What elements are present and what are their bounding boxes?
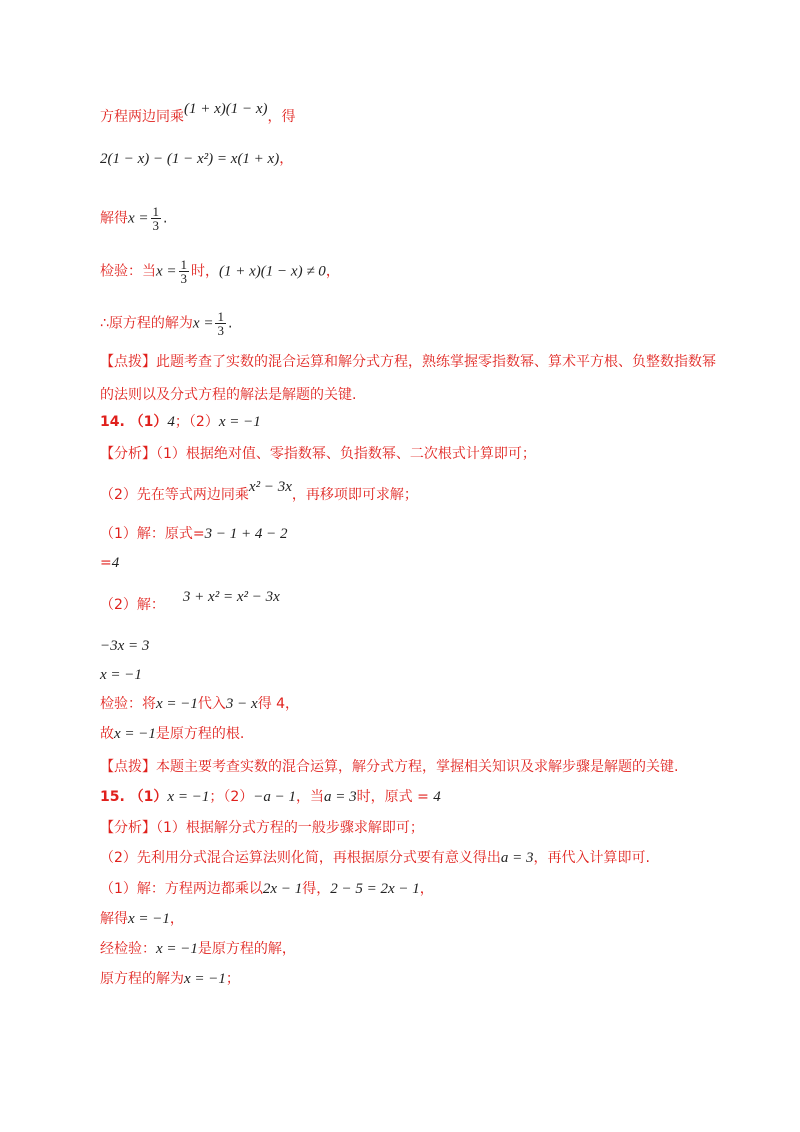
solution-14-step	[100, 636, 149, 656]
text: .	[227, 315, 233, 332]
math-expression: x = −1	[100, 667, 142, 683]
text: 【分析】（1）根据绝对值、零指数幂、负指数幂、二次根式计算即可；	[100, 446, 536, 462]
step-multiply-both-sides	[100, 101, 296, 127]
text: 经检验：	[100, 941, 156, 957]
answer-15	[100, 787, 441, 807]
numerator: 1	[180, 257, 188, 272]
math-expression: x = −1	[218, 414, 261, 430]
text: 【点拨】本题主要考查实数的混合运算，解分式方程，掌握相关知识及求解步骤是解题的关键.	[100, 759, 679, 775]
math-expression: 2 − 5 = 2x − 1	[330, 881, 420, 897]
check-14	[100, 694, 299, 714]
analysis-15-part2	[100, 848, 650, 868]
math-expression: a = 3	[324, 789, 357, 805]
text: 得 4，	[257, 696, 300, 712]
text: （2）先利用分式混合运算法则化简，再根据原分式要有意义得出	[100, 850, 501, 866]
solution-15-conclusion	[100, 969, 240, 989]
text: ∴原方程的解为	[100, 315, 193, 332]
text: 解得	[100, 911, 128, 927]
text: ，再移项即可求解；	[291, 487, 418, 503]
math-expression: 4	[433, 789, 441, 805]
text: 方程两边同乘	[100, 109, 184, 125]
math-expression: x =	[192, 315, 214, 332]
solution-14-part1	[100, 524, 288, 544]
text: 原方程的解为	[100, 971, 184, 987]
text: （1）解：原式=	[100, 526, 205, 542]
numerator: 1	[217, 309, 224, 324]
text: 得，	[302, 881, 331, 897]
text: 14. （1）	[100, 414, 168, 430]
solution-15-check	[100, 939, 296, 959]
text: 【点拨】此题考查了实数的混合运算和解分式方程，熟练掌握零指数幂、算术平方根、负整数指数幂	[100, 354, 716, 370]
tip-paragraph-line1	[100, 352, 716, 372]
text: ，当	[296, 789, 324, 805]
math-expression: 2x − 1	[262, 881, 303, 897]
solution-14-step	[100, 665, 142, 685]
text: 【分析】（1）根据解分式方程的一般步骤求解即可；	[100, 820, 424, 836]
math-expression: a = 3	[500, 850, 534, 866]
text: （1）解：方程两边都乘以	[100, 881, 263, 897]
tip-paragraph-line2	[100, 385, 356, 405]
math-expression: x =	[128, 210, 149, 227]
math-expression: −a − 1	[253, 789, 296, 805]
step-solution	[100, 205, 167, 232]
text: 是原方程的根.	[155, 726, 245, 742]
solution-14-result	[100, 553, 119, 573]
text: ，	[419, 881, 434, 897]
math-expression: x = −1	[128, 911, 170, 927]
solution-15-solve	[100, 909, 184, 929]
solution-14-part2	[100, 589, 280, 615]
answer-14	[100, 412, 261, 432]
text: .	[163, 210, 168, 227]
text: ，	[169, 911, 184, 927]
step-conclusion	[100, 310, 232, 337]
math-expression: x = −1	[156, 696, 198, 712]
fraction	[179, 258, 190, 285]
denominator: 3	[217, 323, 224, 338]
conclusion-14	[100, 724, 244, 744]
math-expression: (1 + x)(1 − x) ≠ 0	[219, 263, 326, 280]
solution-15-part1	[100, 879, 434, 899]
text: ，	[325, 263, 340, 280]
math-expression: 4	[111, 555, 120, 571]
text: ；	[225, 971, 240, 987]
analysis-15-part1	[100, 818, 424, 838]
text: 的法则以及分式方程的解法是解题的关键.	[100, 387, 357, 403]
analysis-14-part2	[100, 479, 418, 505]
text: ，	[279, 151, 294, 167]
math-expression: x² − 3x	[248, 479, 292, 495]
text: 15. （1）	[100, 789, 168, 805]
math-expression: 3 − x	[225, 696, 258, 712]
text: 检验：当	[100, 263, 156, 280]
step-equation	[100, 149, 293, 169]
denominator: 3	[152, 218, 160, 233]
text: ；（2）	[174, 414, 219, 430]
math-expression: x = −1	[167, 789, 210, 805]
text: 解得	[100, 210, 128, 227]
tip-14	[100, 757, 678, 777]
math-expression: 4	[167, 414, 175, 430]
math-expression: 3 − 1 + 4 − 2	[204, 526, 288, 542]
math-expression: x = −1	[114, 726, 156, 742]
text: 时，原式 =	[356, 789, 434, 805]
math-expression: 2(1 − x) − (1 − x²) = x(1 + x)	[100, 151, 280, 167]
text: 故	[100, 726, 114, 742]
math-expression: x = −1	[156, 941, 198, 957]
text: =	[100, 555, 112, 571]
text: ；（2）	[209, 789, 254, 805]
math-expression: −3x = 3	[100, 638, 150, 654]
text: 时，	[191, 263, 220, 280]
math-expression: 3 + x² = x² − 3x	[182, 589, 280, 605]
fraction	[215, 310, 226, 337]
step-check	[100, 258, 340, 285]
fraction	[151, 205, 162, 232]
text: （2）先在等式两边同乘	[100, 487, 249, 503]
text: 是原方程的解，	[197, 941, 296, 957]
analysis-14-part1	[100, 444, 536, 464]
math-expression: (1 + x)(1 − x)	[184, 101, 268, 117]
text: 检验：将	[100, 696, 156, 712]
text: ，再代入计算即可.	[533, 850, 650, 866]
denominator: 3	[180, 271, 188, 286]
math-expression: x =	[156, 263, 177, 280]
math-expression: x = −1	[184, 971, 226, 987]
text: ，得	[267, 109, 296, 125]
numerator: 1	[152, 204, 160, 219]
text: 代入	[197, 696, 226, 712]
text: （2）解：	[100, 597, 165, 613]
